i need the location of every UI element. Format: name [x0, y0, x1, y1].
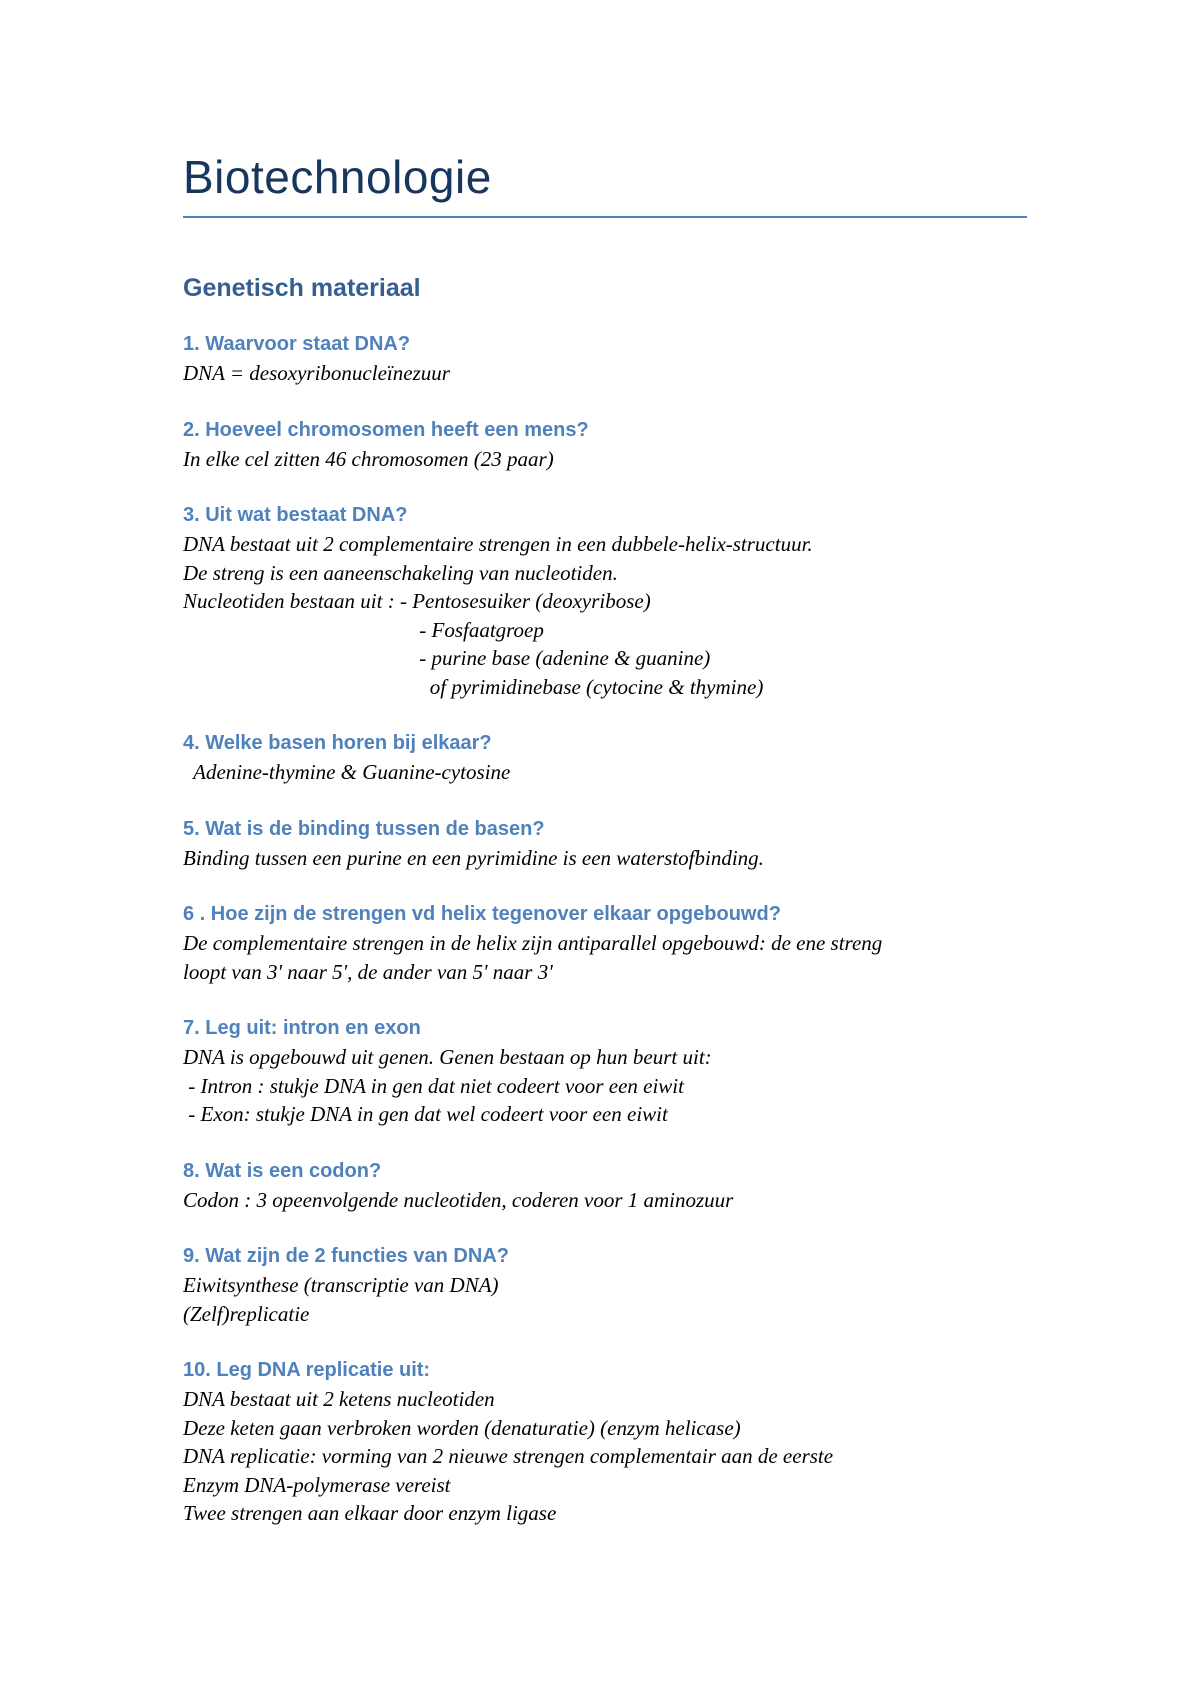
- question-heading: 5. Wat is de binding tussen de basen?: [183, 817, 545, 840]
- qa-item-3: [183, 501, 1063, 701]
- question-heading: 8. Wat is een codon?: [183, 1159, 382, 1182]
- qa-item-7: [183, 1014, 1063, 1129]
- title-underline: [183, 216, 1027, 218]
- answer-line: of pyrimidinebase (cytocine & thymine): [183, 674, 764, 699]
- qa-item-5: [183, 815, 1063, 873]
- qa-item-10: [183, 1356, 1063, 1528]
- qa-item-9: [183, 1242, 1063, 1328]
- answer-line: DNA replicatie: vorming van 2 nieuwe strengen complementair aan de eerste: [183, 1444, 834, 1468]
- answer-line: In elke cel zitten 46 chromosomen (23 paar): [183, 446, 554, 471]
- document-title: Biotechnologie: [183, 151, 492, 203]
- question-heading: 10. Leg DNA replicatie uit:: [183, 1359, 431, 1381]
- answer-line: DNA bestaat uit 2 complementaire strengen in een dubbele-helix-structuur.: [183, 532, 813, 556]
- answer-line: - Exon: stukje DNA in gen dat wel codeert voor een eiwit: [183, 1102, 668, 1126]
- question-heading: 7. Leg uit: intron en exon: [183, 1017, 421, 1039]
- answer-line: De streng is een aaneenschakeling van nucleotiden.: [183, 560, 618, 585]
- qa-item-1: [183, 330, 1063, 388]
- qa-item-6: [183, 900, 1063, 986]
- qa-item-4: [183, 729, 1063, 787]
- answer-line: DNA bestaat uit 2 ketens nucleotiden: [183, 1387, 495, 1411]
- answer-line: Eiwitsynthese (transcriptie van DNA): [183, 1273, 499, 1297]
- answer-line: Twee strengen aan elkaar door enzym ligase: [183, 1501, 557, 1525]
- section-heading: Genetisch materiaal: [183, 274, 421, 302]
- answer-line: Codon : 3 opeenvolgende nucleotiden, coderen voor 1 aminozuur: [183, 1187, 734, 1212]
- answer-line: Enzym DNA-polymerase vereist: [183, 1472, 451, 1497]
- answer-line: (Zelf)replicatie: [183, 1301, 310, 1326]
- qa-item-2: [183, 416, 1063, 474]
- answer-line: De complementaire strengen in de helix zijn antiparallel opgebouwd: de ene streng: [183, 931, 883, 955]
- answer-line: Adenine-thymine & Guanine-cytosine: [183, 760, 511, 784]
- question-heading: 2. Hoeveel chromosomen heeft een mens?: [183, 418, 589, 441]
- answer-line: loopt van 3' naar 5', de ander van 5' naar 3': [183, 959, 553, 984]
- answer-line: Binding tussen een purine en een pyrimidine is een waterstofbinding.: [183, 845, 764, 870]
- answer-line: DNA is opgebouwd uit genen. Genen bestaan op hun beurt uit:: [183, 1045, 712, 1069]
- question-heading: 9. Wat zijn de 2 functies van DNA?: [183, 1245, 509, 1267]
- answer-line: - Intron : stukje DNA in gen dat niet codeert voor een eiwit: [183, 1073, 684, 1098]
- question-heading: 6 . Hoe zijn de strengen vd helix tegenover elkaar opgebouwd?: [183, 903, 781, 925]
- answer-line: - purine base (adenine & guanine): [183, 646, 711, 670]
- answer-line: - Fosfaatgroep: [183, 617, 544, 642]
- question-heading: 1. Waarvoor staat DNA?: [183, 333, 411, 355]
- answer-line: DNA = desoxyribonucleïnezuur: [183, 361, 450, 385]
- document-body: [183, 270, 1063, 1556]
- qa-item-8: [183, 1157, 1063, 1215]
- answer-line: Deze keten gaan verbroken worden (denaturatie) (enzym helicase): [183, 1415, 741, 1440]
- answer-line: Nucleotiden bestaan uit : - Pentosesuiker (deoxyribose): [183, 589, 651, 613]
- question-heading: 3. Uit wat bestaat DNA?: [183, 504, 408, 526]
- question-heading: 4. Welke basen horen bij elkaar?: [183, 732, 492, 754]
